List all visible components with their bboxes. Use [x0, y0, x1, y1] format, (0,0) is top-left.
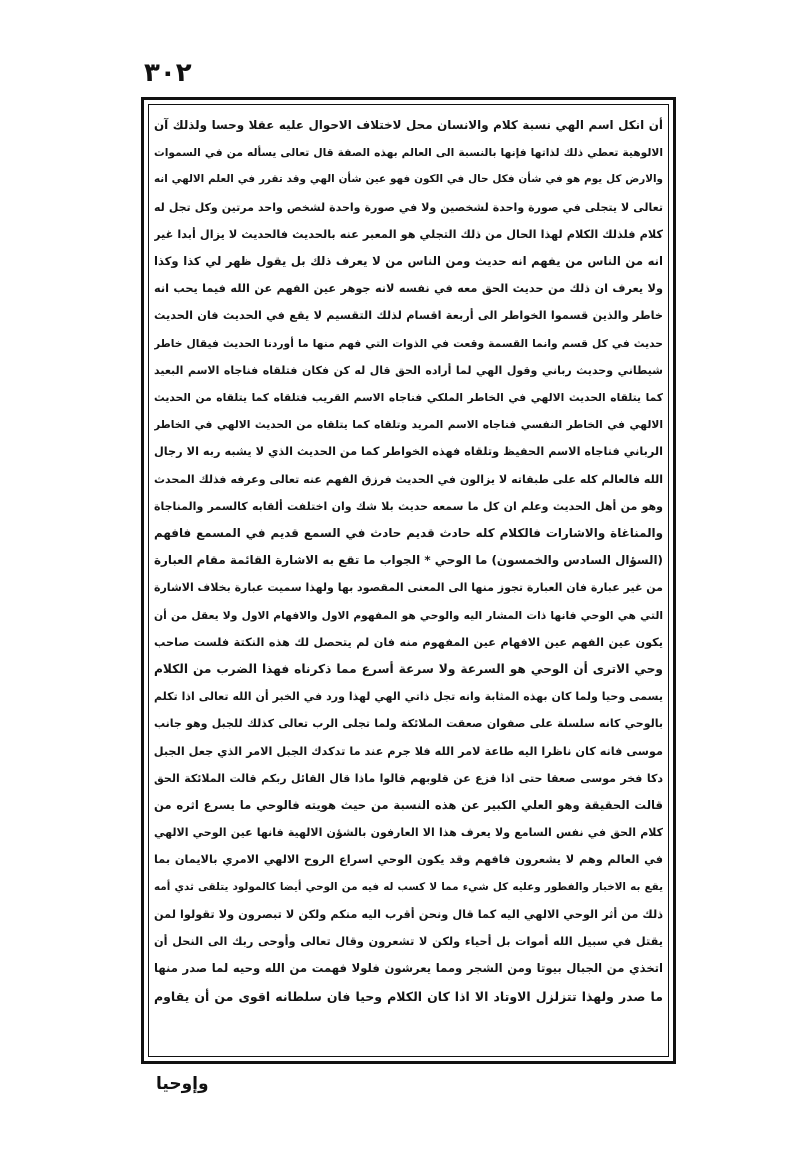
text-line: ذلك من أثر الوحي الالهي اليه كما قال ونحن أقرب اليه منكم ولكن لا تبصرون ولا تقولوا لمن [154, 907, 663, 921]
text-line: بالوحي كانه سلسلة على صفوان صعقت الملائكة ولما تجلى الرب تعالى كذلك للجبل وهو جانب [154, 717, 663, 731]
text-line: وحي الاترى أن الوحي هو السرعة ولا سرعة أسرع مما ذكرناه فهذا الضرب من الكلام [154, 662, 663, 677]
text-line: دكا فخر موسى صعقا حتى اذا فزع عن قلوبهم قالوا ماذا قال القائل ربكم قالت الملائكة الحق [154, 771, 663, 785]
text-line: كلام الحق في نفس السامع ولا يعرف هذا الا العارفون بالشؤن الالهية فانها عين الوحي الالهي [154, 826, 663, 840]
page-number: ٣٠٢ [144, 58, 192, 88]
text-line: والارض كل يوم هو في شأن فكل حال في الكون فهو عين شأن الهي وقد تقرر في العلم الالهي انه [154, 173, 663, 186]
text-line: الله فالعالم كله على طبقاته لا يزالون في الحديث فرزق الفهم عنه تعالى وعرفه فذلك المحدث [154, 472, 663, 486]
text-frame [141, 97, 676, 1064]
text-line: ما صدر ولهذا تتزلزل الاوتاد الا اذا كان الكلام وحيا فان سلطانه اقوى من أن يقاوم [154, 988, 663, 1004]
text-line: من غير عبارة فان العبارة تجوز منها الى المعنى المقصود بها ولهذا سميت عبارة بخلاف الاشارة [154, 581, 663, 595]
text-line: يقع به الاخبار والفطور وعليه كل شيء مما لا كسب له فيه من الوحي أيضا كالمولود يتلقى ثدي أمه [154, 880, 663, 893]
text-line: التي هي الوحي فانها ذات المشار اليه والوحي هو المفهوم الاول والافهام الاول ولا يعقل من أن [154, 608, 663, 622]
text-line: في العالم وهم لا يشعرون فافهم وقد يكون الوحي اسراع الروح الالهي الامري بالايمان بما [154, 853, 663, 867]
text-line: والمناغاة والاشارات فالكلام كله حادث قديم حادث في السمع قديم في المسمع فافهم [154, 526, 663, 541]
text-line: وهو من أهل الحديث وعلم ان كل ما سمعه حديث بلا شك وان اختلفت ألقابه كالسمر والمناجاة [154, 499, 663, 513]
text-line: حديث في كل قسم وانما القسمة وقعت في الذوات التي فهم منها ما أوردنا الحديث فيقال خاطر [154, 336, 663, 350]
text-line: الرباني فناجاه الاسم الحفيظ وتلقاه فهذه الخواطر كما من الحديث الذي لا يشبه ربه الا رجال [154, 445, 663, 459]
text-line: كما يتلقاه الحديث الالهي في الخاطر الملكي فناجاه الاسم القريب فتلقاه كما يتلقاه من الحديث [154, 391, 663, 405]
text-line: قالت الحقيقة وهو العلي الكبير عن هذه النسبة من حيث هويته فالوحي ما يسرع اثره من [154, 798, 663, 813]
text-line: موسى فانه كان ناظرا اليه طاعة لامر الله فلا جرم عند ما تدكدك الجبل الامر الذي جعل الجبل [154, 744, 663, 758]
main-text-block [154, 112, 663, 1049]
text-line: خاطر والذين قسموا الخواطر الى أربعة اقسام لذلك التقسيم لا يقع في الحديث فان الحديث [154, 309, 663, 323]
text-line: يقتل في سبيل الله أموات بل أحياء ولكن لا تشعرون وقال تعالى وأوحى ربك الى النحل أن [154, 935, 663, 949]
catchword: وإوحيا [156, 1074, 209, 1094]
text-line: الالهي في الخاطر النفسي فناجاه الاسم المريد وتلقاه كما يتلقاه من الحديث الالهي في الخاطر [154, 418, 663, 432]
text-line: أن انكل اسم الهي نسبة كلام والانسان محل لاختلاف الاحوال عليه عقلا وحسا ولذلك آن [154, 118, 663, 132]
text-line: اتخذي من الجبال بيوتا ومن الشجر ومما يعرشون فلولا فهمت من الله وحيه لما صدر منها [154, 961, 663, 976]
text-line: ولا يعرف ان ذلك من حديث الحق معه في نفسه لانه جوهر عين الفهم عن الله فيما يحب انه [154, 282, 663, 296]
text-line: (السؤال السادس والخمسون) ما الوحي * الجواب ما تقع به الاشارة القائمة مقام العبارة [154, 553, 663, 568]
text-line: الالوهية تعطي ذلك لذاتها فإنها بالنسبة الى العالم بهذه الصفة قال تعالى يسأله من في السموات [154, 146, 663, 160]
text-line: تعالى لا يتجلى في صورة واحدة لشخصين ولا في صورة واحدة لشخص واحد مرتين وكل تجل له [154, 200, 663, 214]
text-line: شيطاني وحديث رباني وقول الهي لما أراده الحق قال له كن فكان فتلقاه فناجاه الاسم البعيد [154, 363, 663, 377]
text-line: انه من الناس من يفهم انه حديث ومن الناس من لا يعرف ذلك بل يقول ظهر لي كذا وكذا [154, 254, 663, 269]
text-line: كلام فلذلك الكلام لهذا الحال من ذلك التجلي هو المعبر عنه بالحديث فالحديث لا يزال أبدا غير [154, 227, 663, 241]
text-line: يكون عين الفهم عين الافهام عين المفهوم منه فان لم يتحصل لك هذه النكتة فلست صاحب [154, 635, 663, 649]
text-line: يسمى وحيا ولما كان بهذه المثابة وانه تجل ذاتي الهي لهذا ورد في الخبر أن الله تعالى اذا تكلم [154, 690, 663, 704]
